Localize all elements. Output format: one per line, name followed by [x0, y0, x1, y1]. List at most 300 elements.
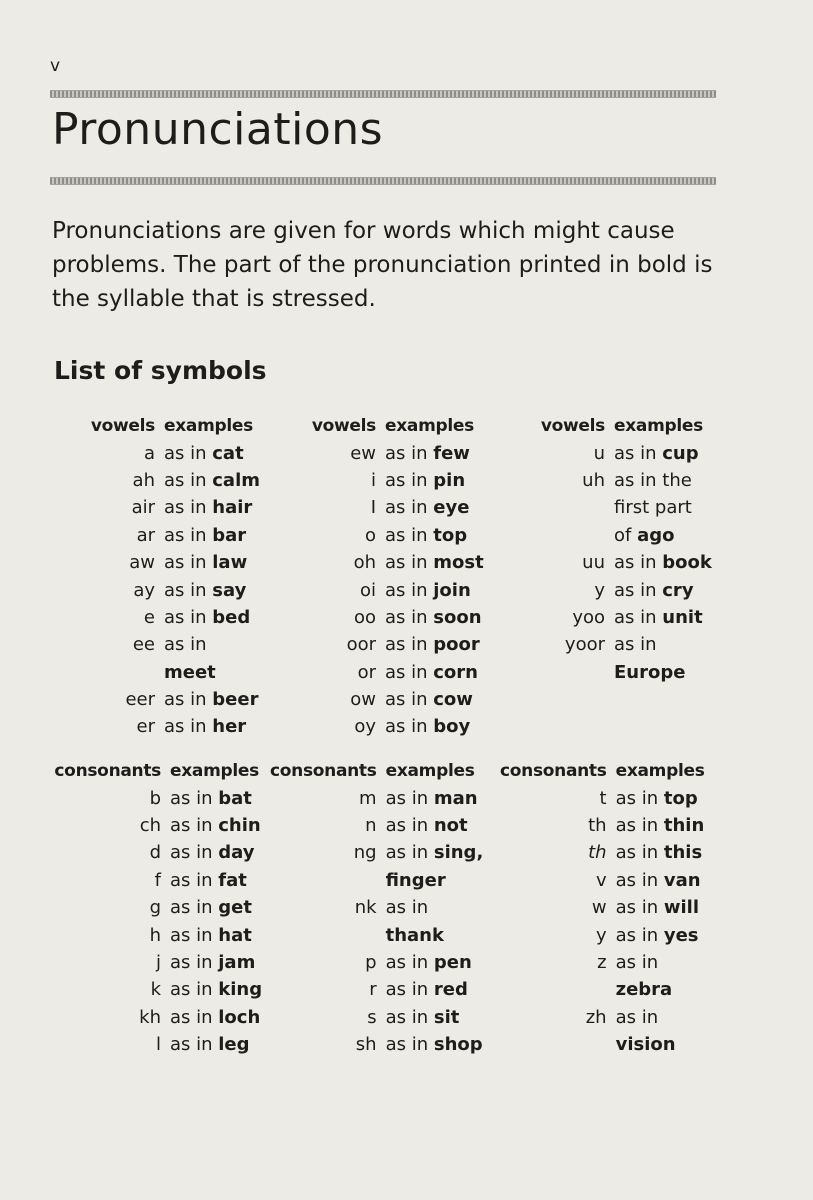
example-cell: [170, 976, 262, 1003]
symbol-cell: ah: [132, 469, 155, 491]
example-cell: [385, 713, 484, 740]
example-cell: [385, 467, 484, 494]
example-word: vision: [615, 1034, 676, 1056]
example-cell: [614, 494, 712, 521]
example-cell: [386, 1004, 484, 1031]
symbol-cell: k: [150, 979, 161, 1001]
table-row: [500, 921, 705, 948]
example-prefix: as in: [385, 814, 434, 836]
example-word: her: [212, 716, 247, 738]
example-prefix: as in: [615, 787, 664, 809]
vowels-column-3: [500, 412, 735, 686]
table-row: [500, 812, 705, 839]
example-prefix: as in: [615, 842, 664, 864]
table-row: [270, 1004, 483, 1031]
symbol-table: [500, 757, 705, 1058]
example-word: red: [433, 979, 468, 1001]
column-header-examples: examples: [385, 415, 474, 436]
symbol-cell: nk: [354, 897, 377, 919]
example-cell: [385, 494, 484, 521]
symbol-cell: [52, 659, 164, 686]
decorative-rule-top: [50, 90, 716, 98]
example-word: zebra: [615, 979, 673, 1001]
table-row: [270, 812, 483, 839]
example-cell: [164, 604, 260, 631]
example-cell: [170, 867, 262, 894]
table-row: [270, 1031, 483, 1058]
example-prefix: as in: [385, 979, 434, 1001]
example-prefix: as in: [385, 1006, 434, 1028]
example-word: beer: [212, 689, 259, 711]
symbol-table: [500, 412, 712, 686]
example-cell: [164, 522, 260, 549]
example-cell: [616, 812, 705, 839]
example-prefix: as in: [615, 924, 664, 946]
symbol-cell: th: [588, 842, 607, 864]
table-row: [52, 976, 262, 1003]
symbol-cell: I: [370, 497, 376, 519]
list-of-symbols-heading: List of symbols: [54, 356, 267, 385]
example-prefix: as in: [170, 979, 219, 1001]
table-row: [500, 576, 712, 603]
example-word: soon: [433, 606, 482, 628]
symbol-cell: [270, 921, 386, 948]
symbol-cell: b: [149, 787, 161, 809]
symbol-cell: oo: [353, 606, 376, 628]
example-prefix: as in: [170, 951, 219, 973]
table-row: [270, 439, 484, 466]
symbol-cell: yoor: [564, 634, 605, 656]
example-cell: [164, 686, 260, 713]
example-cell: [616, 867, 705, 894]
example-word: finger: [385, 869, 446, 891]
table-row: [52, 604, 260, 631]
example-prefix: as in: [164, 716, 213, 738]
table-row: [52, 867, 262, 894]
table-row: [500, 949, 705, 976]
symbol-cell: m: [359, 787, 377, 809]
table-row: [270, 494, 484, 521]
table-row: [52, 659, 260, 686]
intro-paragraph: Pronunciations are given for words which might cause problems. The part of the pronunciation printed in bold is the syllable that is stressed.: [52, 218, 713, 312]
example-word: chin: [218, 814, 261, 836]
example-word: loch: [218, 1006, 261, 1028]
symbol-cell: oh: [353, 552, 376, 574]
symbol-cell: oi: [359, 579, 376, 601]
symbol-cell: f: [154, 869, 161, 891]
table-row: [52, 549, 260, 576]
column-header-examples: examples: [614, 415, 703, 436]
symbol-cell: kh: [139, 1006, 161, 1028]
symbol-cell: uh: [582, 469, 605, 491]
example-prefix: as in: [615, 897, 664, 919]
example-cell: [614, 549, 712, 576]
example-cell: [170, 784, 262, 811]
symbol-cell: d: [149, 842, 161, 864]
symbol-table: [52, 412, 260, 741]
symbol-cell: p: [365, 951, 377, 973]
table-row: [270, 867, 483, 894]
example-prefix: as in: [385, 552, 434, 574]
symbol-cell: air: [131, 497, 155, 519]
symbol-cell: ar: [136, 524, 155, 546]
column-header-examples: examples: [615, 760, 705, 781]
example-cell: [616, 839, 705, 866]
table-row: [270, 713, 484, 740]
example-word: top: [433, 524, 468, 546]
symbol-cell: o: [364, 524, 376, 546]
table-row: [52, 467, 260, 494]
example-cell: [614, 467, 712, 494]
table-row: [270, 522, 484, 549]
table-row: [52, 839, 262, 866]
example-cell: [170, 839, 262, 866]
symbol-cell: oy: [354, 716, 376, 738]
symbol-cell: oor: [346, 634, 376, 656]
example-prefix: as in: [385, 661, 434, 683]
example-word: join: [433, 579, 471, 601]
symbol-cell: ow: [350, 689, 376, 711]
example-cell: [170, 812, 262, 839]
example-word: fat: [218, 869, 247, 891]
example-prefix: as in: [614, 579, 663, 601]
table-row: [500, 659, 712, 686]
symbol-cell: y: [594, 579, 605, 601]
example-cell: [164, 467, 260, 494]
example-word: jam: [218, 951, 256, 973]
example-cell: [386, 1031, 484, 1058]
table-row: [500, 976, 705, 1003]
example-cell: [164, 576, 260, 603]
example-word: eye: [433, 497, 470, 519]
example-cell: [164, 549, 260, 576]
example-prefix: as in: [385, 469, 434, 491]
example-cell: [385, 549, 484, 576]
example-word: leg: [218, 1034, 250, 1056]
example-cell: [164, 631, 260, 658]
symbol-cell: or: [357, 661, 376, 683]
symbol-cell: ew: [350, 442, 376, 464]
table-row: [500, 894, 705, 921]
example-prefix: as in: [385, 787, 434, 809]
symbol-cell: a: [143, 442, 155, 464]
example-prefix: as in: [615, 814, 664, 836]
table-row: [500, 631, 712, 658]
example-prefix: as in: [170, 924, 219, 946]
table-row: [270, 631, 484, 658]
table-row: [270, 604, 484, 631]
example-cell: [614, 631, 712, 658]
column-header-examples: examples: [164, 415, 253, 436]
symbol-cell: l: [155, 1034, 161, 1056]
example-prefix: as in: [170, 869, 219, 891]
symbol-cell: g: [149, 897, 161, 919]
example-cell: [614, 576, 712, 603]
symbol-table: [270, 757, 483, 1058]
symbol-cell: z: [597, 951, 607, 973]
example-prefix: as in: [615, 869, 664, 891]
symbol-cell: ay: [133, 579, 155, 601]
symbol-cell: y: [595, 924, 607, 946]
example-word: law: [212, 552, 248, 574]
example-cell: [614, 604, 712, 631]
consonants-column-2: [270, 757, 505, 1058]
example-word: say: [212, 579, 247, 601]
table-row: [52, 1031, 262, 1058]
table-row: [500, 867, 705, 894]
table-row: [52, 576, 260, 603]
symbol-cell: [500, 1031, 616, 1058]
table-row: [52, 686, 260, 713]
example-word: will: [663, 897, 699, 919]
table-row: [270, 976, 483, 1003]
example-word: meet: [164, 661, 216, 683]
example-word: bat: [218, 787, 252, 809]
table-row: [52, 439, 260, 466]
symbol-cell: i: [370, 469, 376, 491]
example-prefix: as in: [385, 897, 429, 919]
table-row: [500, 1031, 705, 1058]
example-word: van: [663, 869, 701, 891]
example-prefix: as in: [385, 497, 434, 519]
example-prefix: as in the: [614, 469, 692, 491]
example-cell: [385, 439, 484, 466]
example-prefix: as in: [385, 524, 434, 546]
table-row: [52, 894, 262, 921]
example-word: bar: [212, 524, 247, 546]
example-cell: [385, 659, 484, 686]
table-header-row: [52, 412, 260, 439]
example-prefix: as in: [170, 842, 219, 864]
example-prefix: as in: [385, 951, 434, 973]
example-prefix: as in: [164, 634, 207, 656]
example-word: not: [433, 814, 468, 836]
example-word: this: [663, 842, 703, 864]
example-prefix: as in: [385, 634, 434, 656]
symbol-cell: s: [367, 1006, 377, 1028]
example-prefix: first part: [614, 497, 692, 519]
symbol-cell: th: [588, 814, 607, 836]
example-prefix: as in: [170, 814, 219, 836]
example-word: book: [662, 552, 712, 574]
example-word: hair: [212, 497, 253, 519]
example-word: king: [218, 979, 263, 1001]
symbol-cell: u: [593, 442, 605, 464]
example-prefix: as in: [164, 689, 213, 711]
table-row: [52, 784, 262, 811]
example-word: unit: [662, 606, 703, 628]
table-row: [52, 713, 260, 740]
column-header-symbol: consonants: [270, 760, 377, 781]
example-cell: [616, 1004, 705, 1031]
example-prefix: as in: [164, 606, 213, 628]
example-prefix: as in: [614, 634, 657, 656]
example-word: sing,: [433, 842, 484, 864]
example-cell: [164, 439, 260, 466]
example-word: cup: [662, 442, 699, 464]
example-prefix: as in: [164, 442, 213, 464]
example-cell: [614, 439, 712, 466]
example-word: corn: [433, 661, 478, 683]
table-row: [270, 921, 483, 948]
example-prefix: as in: [385, 606, 434, 628]
example-cell: [386, 839, 484, 866]
example-prefix: as in: [385, 716, 434, 738]
example-cell: [616, 784, 705, 811]
table-row: [270, 949, 483, 976]
example-word: Europe: [614, 661, 686, 683]
example-cell: [164, 713, 260, 740]
example-prefix: as in: [170, 1034, 219, 1056]
symbol-cell: sh: [355, 1034, 377, 1056]
table-row: [270, 784, 483, 811]
example-prefix: as in: [170, 1006, 219, 1028]
table-row: [52, 1004, 262, 1031]
example-cell: [164, 659, 260, 686]
example-cell: [164, 494, 260, 521]
symbol-cell: [500, 659, 614, 686]
example-cell: [616, 921, 705, 948]
consonants-column-1: [52, 757, 287, 1058]
example-cell: [386, 784, 484, 811]
example-word: cat: [212, 442, 244, 464]
example-cell: [616, 894, 705, 921]
column-header-symbol: vowels: [90, 415, 155, 436]
symbol-cell: ch: [139, 814, 161, 836]
table-row: [270, 576, 484, 603]
table-row: [270, 686, 484, 713]
symbol-cell: [270, 867, 386, 894]
table-header-row: [500, 757, 705, 784]
table-row: [52, 949, 262, 976]
page-title: Pronunciations: [52, 104, 384, 155]
symbol-cell: h: [149, 924, 161, 946]
table-row: [270, 894, 483, 921]
example-prefix: as in: [385, 579, 434, 601]
example-cell: [616, 949, 705, 976]
example-cell: [614, 522, 712, 549]
example-word: calm: [212, 469, 261, 491]
table-row: [500, 839, 705, 866]
example-cell: [386, 949, 484, 976]
example-cell: [170, 894, 262, 921]
example-cell: [170, 1031, 262, 1058]
symbol-cell: j: [155, 951, 161, 973]
example-cell: [170, 1004, 262, 1031]
page-number: v: [50, 56, 61, 76]
table-row: [52, 522, 260, 549]
symbol-cell: zh: [585, 1006, 607, 1028]
example-cell: [616, 1031, 705, 1058]
example-cell: [614, 659, 712, 686]
vowels-column-1: [52, 412, 287, 741]
example-cell: [170, 949, 262, 976]
example-word: boy: [433, 716, 471, 738]
table-row: [500, 439, 712, 466]
example-prefix: as in: [385, 842, 434, 864]
symbol-cell: eer: [125, 689, 155, 711]
example-prefix: as in: [164, 524, 213, 546]
example-cell: [385, 631, 484, 658]
column-header-symbol: consonants: [500, 760, 607, 781]
example-cell: [386, 921, 484, 948]
column-header-examples: examples: [385, 760, 475, 781]
column-header-symbol: vowels: [311, 415, 376, 436]
symbol-cell: t: [599, 787, 607, 809]
table-header-row: [500, 412, 712, 439]
table-row: [500, 604, 712, 631]
symbol-cell: er: [136, 716, 155, 738]
example-prefix: as in: [614, 442, 663, 464]
example-cell: [385, 576, 484, 603]
table-row: [270, 839, 483, 866]
example-word: shop: [433, 1034, 483, 1056]
table-row: [52, 921, 262, 948]
example-prefix: as in: [170, 897, 219, 919]
table-row: [270, 467, 484, 494]
table-row: [500, 522, 712, 549]
table-row: [270, 659, 484, 686]
example-prefix: as in: [164, 469, 213, 491]
symbol-table: [270, 412, 484, 741]
symbol-cell: [500, 976, 616, 1003]
example-word: few: [433, 442, 470, 464]
example-prefix: as in: [614, 606, 663, 628]
vowels-column-2: [270, 412, 505, 741]
table-row: [52, 631, 260, 658]
example-word: hat: [218, 924, 252, 946]
symbol-cell: aw: [129, 552, 155, 574]
table-row: [500, 1004, 705, 1031]
example-cell: [386, 894, 484, 921]
example-word: most: [433, 552, 484, 574]
table-header-row: [270, 412, 484, 439]
example-prefix: as in: [164, 497, 213, 519]
example-word: thank: [385, 924, 444, 946]
table-row: [500, 549, 712, 576]
example-prefix: as in: [170, 787, 219, 809]
example-word: top: [663, 787, 698, 809]
symbol-table: [52, 757, 262, 1058]
example-word: sit: [433, 1006, 460, 1028]
example-prefix: as in: [385, 442, 434, 464]
table-row: [500, 467, 712, 494]
symbol-cell: w: [591, 897, 607, 919]
decorative-rule-bottom: [50, 177, 716, 185]
table-header-row: [270, 757, 483, 784]
example-prefix: as in: [614, 552, 663, 574]
example-prefix: as in: [615, 1006, 659, 1028]
example-word: ago: [637, 524, 675, 546]
symbol-cell: ee: [132, 634, 155, 656]
example-prefix: as in: [164, 579, 213, 601]
example-prefix: as in: [164, 552, 213, 574]
example-word: day: [218, 842, 255, 864]
table-row: [52, 494, 260, 521]
example-cell: [616, 976, 705, 1003]
table-row: [500, 494, 712, 521]
example-cell: [170, 921, 262, 948]
consonants-column-3: [500, 757, 735, 1058]
symbol-cell: e: [143, 606, 155, 628]
table-row: [52, 812, 262, 839]
example-prefix: as in: [385, 689, 434, 711]
example-cell: [386, 976, 484, 1003]
table-row: [500, 784, 705, 811]
symbol-cell: r: [369, 979, 377, 1001]
example-word: bed: [212, 606, 251, 628]
example-cell: [385, 604, 484, 631]
